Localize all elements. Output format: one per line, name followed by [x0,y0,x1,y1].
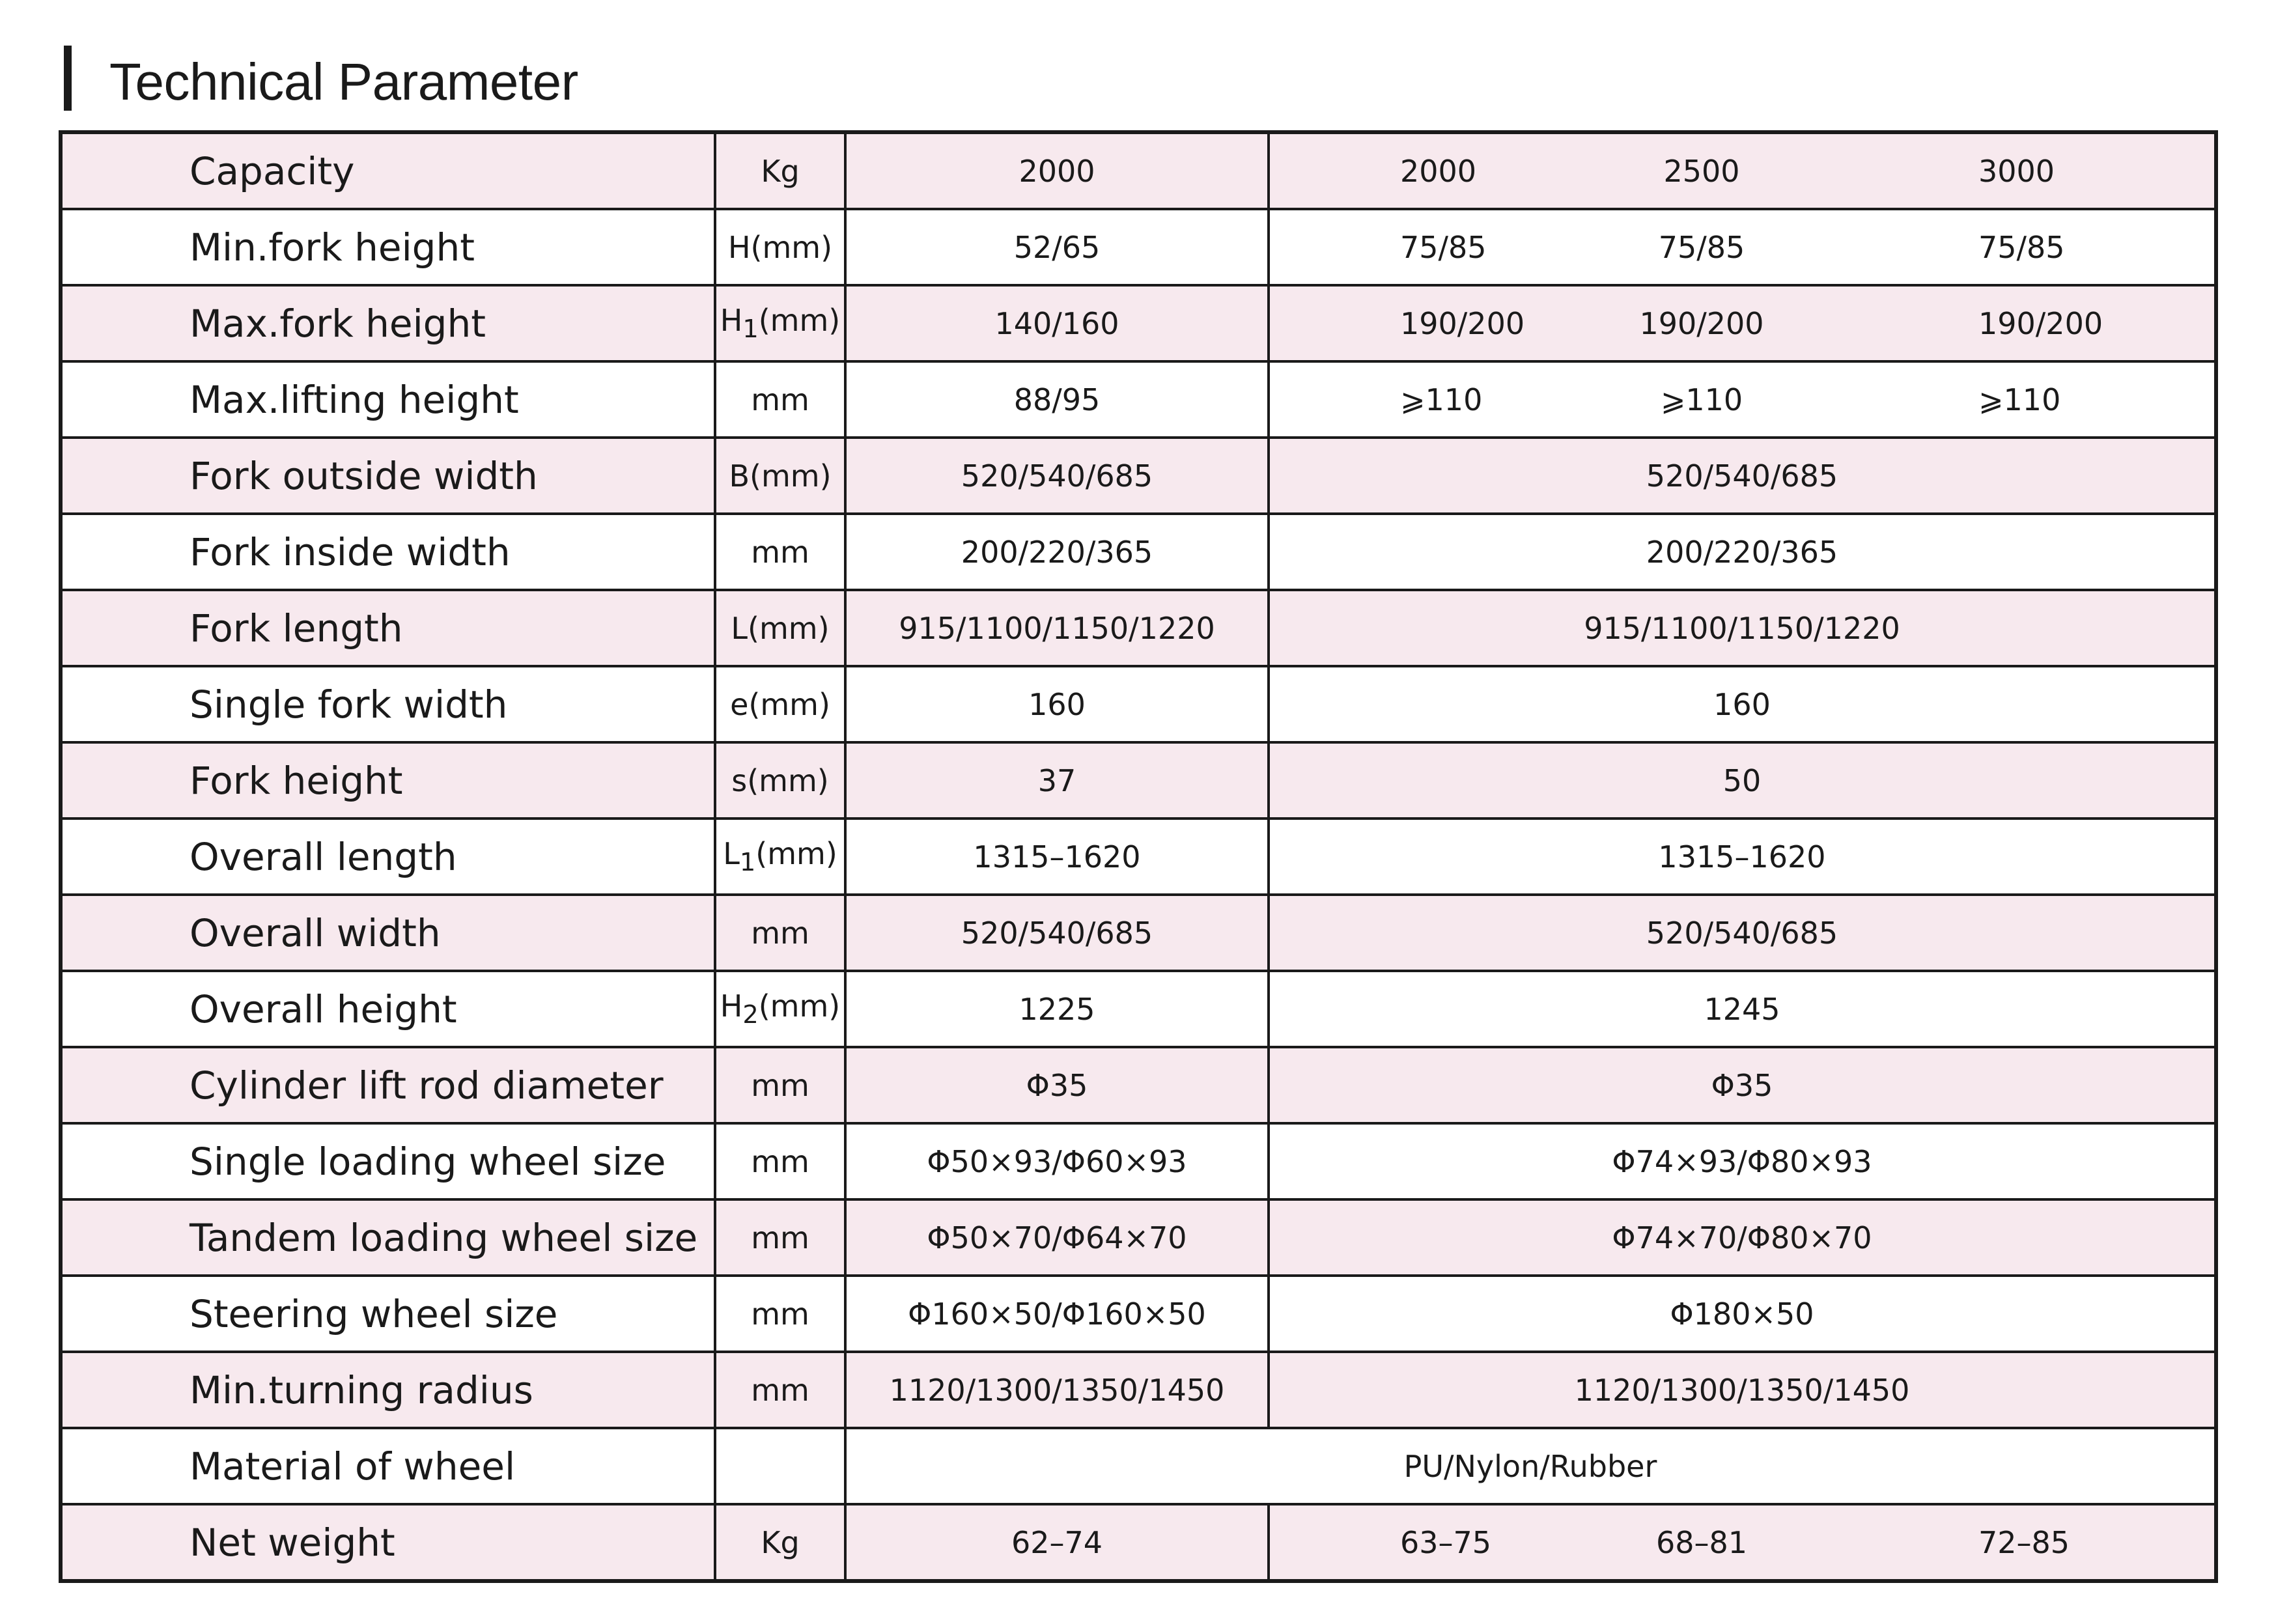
row-unit: mm [715,895,845,971]
row-label: Fork inside width [61,514,715,590]
row-label: Min.turning radius [61,1352,715,1428]
row-unit: mm [715,1352,845,1428]
value-cell: ⩾110 [1881,361,2216,438]
row-unit: H(mm) [715,209,845,285]
row-unit: Kg [715,132,845,209]
value-cell: 520/540/685 [845,438,1269,514]
value-cell: Φ74×70/Φ80×70 [1269,1199,2216,1276]
table-row [61,1276,2216,1352]
value-cell: 63–75 [1269,1504,1523,1581]
value-cell: Φ50×93/Φ60×93 [845,1123,1269,1199]
value-cell: 2000 [845,132,1269,209]
table-row [61,819,2216,895]
value-cell: 2500 [1523,132,1881,209]
value-cell: Φ35 [1269,1047,2216,1123]
technical-parameter-table [59,130,2218,1583]
row-label: Max.fork height [61,285,715,361]
value-cell: 2000 [1269,132,1523,209]
value-cell: 520/540/685 [1269,895,2216,971]
unit-suffix: (mm) [758,302,841,338]
row-label: Steering wheel size [61,1276,715,1352]
value-cell: 1315–1620 [845,819,1269,895]
row-unit: mm [715,1276,845,1352]
table-row [61,895,2216,971]
row-unit: L(mm) [715,590,845,666]
row-unit: Kg [715,1504,845,1581]
value-cell: 62–74 [845,1504,1269,1581]
value-cell: 200/220/365 [845,514,1269,590]
row-label: Tandem loading wheel size [61,1199,715,1276]
table-row [61,1199,2216,1276]
row-unit: mm [715,1199,845,1276]
row-label: Overall length [61,819,715,895]
value-cell: 140/160 [845,285,1269,361]
row-unit: e(mm) [715,666,845,742]
unit-suffix: (mm) [758,988,841,1024]
value-cell: 1225 [845,971,1269,1047]
row-label: Fork outside width [61,438,715,514]
row-label: Max.lifting height [61,361,715,438]
value-cell: 1120/1300/1350/1450 [845,1352,1269,1428]
value-cell: 75/85 [1523,209,1881,285]
table-row [61,209,2216,285]
table-row [61,971,2216,1047]
table-row [61,590,2216,666]
row-unit [715,1428,845,1504]
table-row [61,1504,2216,1581]
value-cell: 190/200 [1269,285,1523,361]
row-label: Single loading wheel size [61,1123,715,1199]
value-cell: ⩾110 [1523,361,1881,438]
value-cell: 1315–1620 [1269,819,2216,895]
value-cell: 1245 [1269,971,2216,1047]
row-unit [715,819,845,895]
unit-symbol: L [723,835,740,871]
value-cell: 68–81 [1523,1504,1881,1581]
row-unit: mm [715,361,845,438]
value-cell: 72–85 [1881,1504,2216,1581]
value-cell: 37 [845,742,1269,819]
row-unit [715,285,845,361]
value-cell: 520/540/685 [845,895,1269,971]
row-label: Material of wheel [61,1428,715,1504]
row-label: Single fork width [61,666,715,742]
row-label: Net weight [61,1504,715,1581]
unit-subscript: 1 [739,848,756,878]
row-unit: s(mm) [715,742,845,819]
value-cell: 160 [1269,666,2216,742]
unit-subscript: 2 [742,1000,759,1030]
table-row [61,438,2216,514]
table-row [61,742,2216,819]
table-row [61,361,2216,438]
value-cell: 915/1100/1150/1220 [1269,590,2216,666]
value-cell: 52/65 [845,209,1269,285]
row-label: Cylinder lift rod diameter [61,1047,715,1123]
row-unit: mm [715,1123,845,1199]
row-unit: mm [715,514,845,590]
table-row [61,666,2216,742]
value-cell: 75/85 [1269,209,1523,285]
unit-subscript: 1 [742,315,759,344]
value-cell: 160 [845,666,1269,742]
row-label: Overall width [61,895,715,971]
table-row [61,1123,2216,1199]
value-cell: Φ160×50/Φ160×50 [845,1276,1269,1352]
value-cell: 520/540/685 [1269,438,2216,514]
value-cell: 200/220/365 [1269,514,2216,590]
unit-symbol: H [720,988,743,1024]
value-cell: 915/1100/1150/1220 [845,590,1269,666]
value-cell: Φ35 [845,1047,1269,1123]
unit-symbol: H [720,302,743,338]
row-unit [715,971,845,1047]
value-cell: 3000 [1881,132,2216,209]
value-cell: ⩾110 [1269,361,1523,438]
page-title: Technical Parameter [109,53,578,111]
table-row [61,1352,2216,1428]
value-cell: PU/Nylon/Rubber [845,1428,2216,1504]
row-label: Fork height [61,742,715,819]
value-cell: Φ50×70/Φ64×70 [845,1199,1269,1276]
row-label: Capacity [61,132,715,209]
value-cell: 190/200 [1881,285,2216,361]
table-row [61,1428,2216,1504]
title-accent-bar [64,46,72,111]
value-cell: Φ180×50 [1269,1276,2216,1352]
row-unit: mm [715,1047,845,1123]
value-cell: 190/200 [1523,285,1881,361]
unit-suffix: (mm) [755,835,837,871]
row-label: Overall height [61,971,715,1047]
value-cell: Φ74×93/Φ80×93 [1269,1123,2216,1199]
value-cell: 75/85 [1881,209,2216,285]
table-row [61,1047,2216,1123]
row-label: Min.fork height [61,209,715,285]
table-row [61,285,2216,361]
table-row [61,514,2216,590]
table-row [61,132,2216,209]
row-unit: B(mm) [715,438,845,514]
value-cell: 50 [1269,742,2216,819]
value-cell: 1120/1300/1350/1450 [1269,1352,2216,1428]
row-label: Fork length [61,590,715,666]
value-cell: 88/95 [845,361,1269,438]
